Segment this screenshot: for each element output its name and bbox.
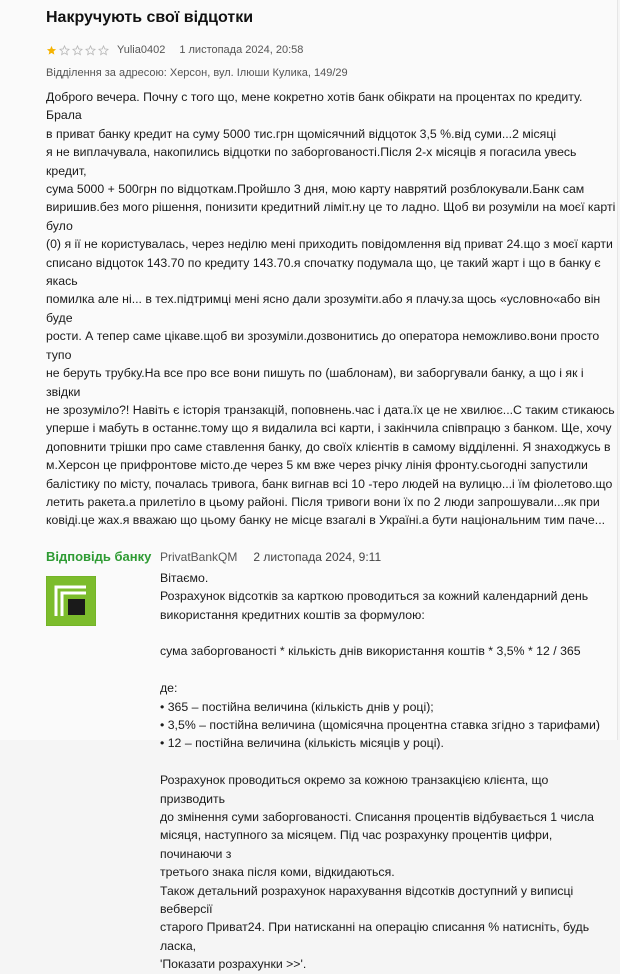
answer-date: 2 листопада 2024, 9:11 <box>253 549 382 564</box>
review-title: Накручують свої відцотки <box>46 9 254 26</box>
privatbank-logo-icon <box>46 576 96 626</box>
branch-address: Відділення за адресою: Херсон, вул. Ілюши Кулика, 149/29 <box>46 67 348 79</box>
review-text: Доброго вечера. Почну с того що, мене кокретно хотів банк обікрати на процентах по кредиту. Брала в приват банку кредит на суму 5000 тис.грн щомісячний відцоток 3,5 %.від суми...2 місяці я не виплачувала, накопились відцотки по заборгованості.Після 2-х місяців я погасила увесь кредит, сума 5000 + 500грн по відцоткам.Пройшло 3 дня, мою карту наврятий розблокували.Банк сам виришив.без мого рішення, понизити кредитний ліміт.ну це то ладно. Щоб ви розуміли на моєї карті було (0) я ії не користувалась, через неділю мені приходить повідомлення від приват 24.що з моєї карти списано відцоток 143.70 по кредиту 143.70.я спочатку подумала що, це такий жарт і що в банку є якась помилка але ні... в тех.підтримці мені ясно дали зрозуміти.або я плачу.за щось «условно«або він буде рости. А тепер саме цікаве.щоб ви зрозуміли.дозвонитись до оператора неможливо.вони просто тупо не беруть трубку.На все про все вони пишуть по (шаблонам), ви заборгували банку, а що і як і звідки не зрозуміло?! Навіть є історія транзакцій, поповнень.час і дата.їх це не хвилює...С таким стикаюсь уперше і мабуть в останнє.тому що я видалила всі карти, і закінчила співпрацю з банком. Ще, хочу доповнити трішки про саме ставлення банку, до своїх клієнтів в самому відділенні. Я знаходжусь в м.Херсон це прифронтове місто.де через 5 км вже через річку лінія фронту.сьогодні запустили балістику по місту, почалась тривога, банк вигнав всі 10 -теро людей на вулицю...і їм фіолетово.що летить ракета.а прилетіло в цьому районі. Після тривоги вони їх по 2 люди запрошували...як при ковіді.це жах.я вважаю що цьому банку не місце взагалі в Україні.а бути національним тим паче... <box>46 90 616 528</box>
star-filled-icon <box>46 45 57 56</box>
star-empty-icon <box>59 45 70 56</box>
rating-stars <box>46 45 109 56</box>
answer-text: Вітаємо. Розрахунок відсотків за карткою проводиться за кожний календарний день використання кредитних коштів за формулою: сума заборгованості * кількість днів використання коштів * 3,5% * 12 / 365 де: • 365 – постійна величина (кількість днів у році); • 3,5% – постійна величина (щомісячна процентна ставка згідно з тарифами) • 12 – постійна величина (кількість місяців у році). Розрахунок проводиться окремо за кожною транзакцією клієнта, що призводить до змінення суми заборгованості. Списання процентів відбувається 1 числа місяця, наступного за місяцем. Під час розрахунку процентів цифри, починаючи з третього знака після коми, відкидаються. Також детальний розрахунок нарахування відсотків доступний у виписці вебверсії старого Приват24. При натисканні на операцію списання % натисніть, будь ласка, 'Показати розрахунки >>'. <box>160 570 600 972</box>
answer-label: Відповідь банку <box>46 548 152 564</box>
review-meta <box>46 43 603 57</box>
review-author[interactable]: Yulia0402 <box>117 44 166 56</box>
answer-content <box>160 548 603 974</box>
star-empty-icon <box>98 45 109 56</box>
review-date: 1 листопада 2024, 20:58 <box>179 44 304 56</box>
answer-author: PrivatBankQM <box>160 549 238 564</box>
star-empty-icon <box>85 45 96 56</box>
answer-meta <box>160 548 603 566</box>
bank-answer <box>46 548 603 974</box>
answer-sidebar <box>46 548 160 974</box>
star-empty-icon <box>72 45 83 56</box>
